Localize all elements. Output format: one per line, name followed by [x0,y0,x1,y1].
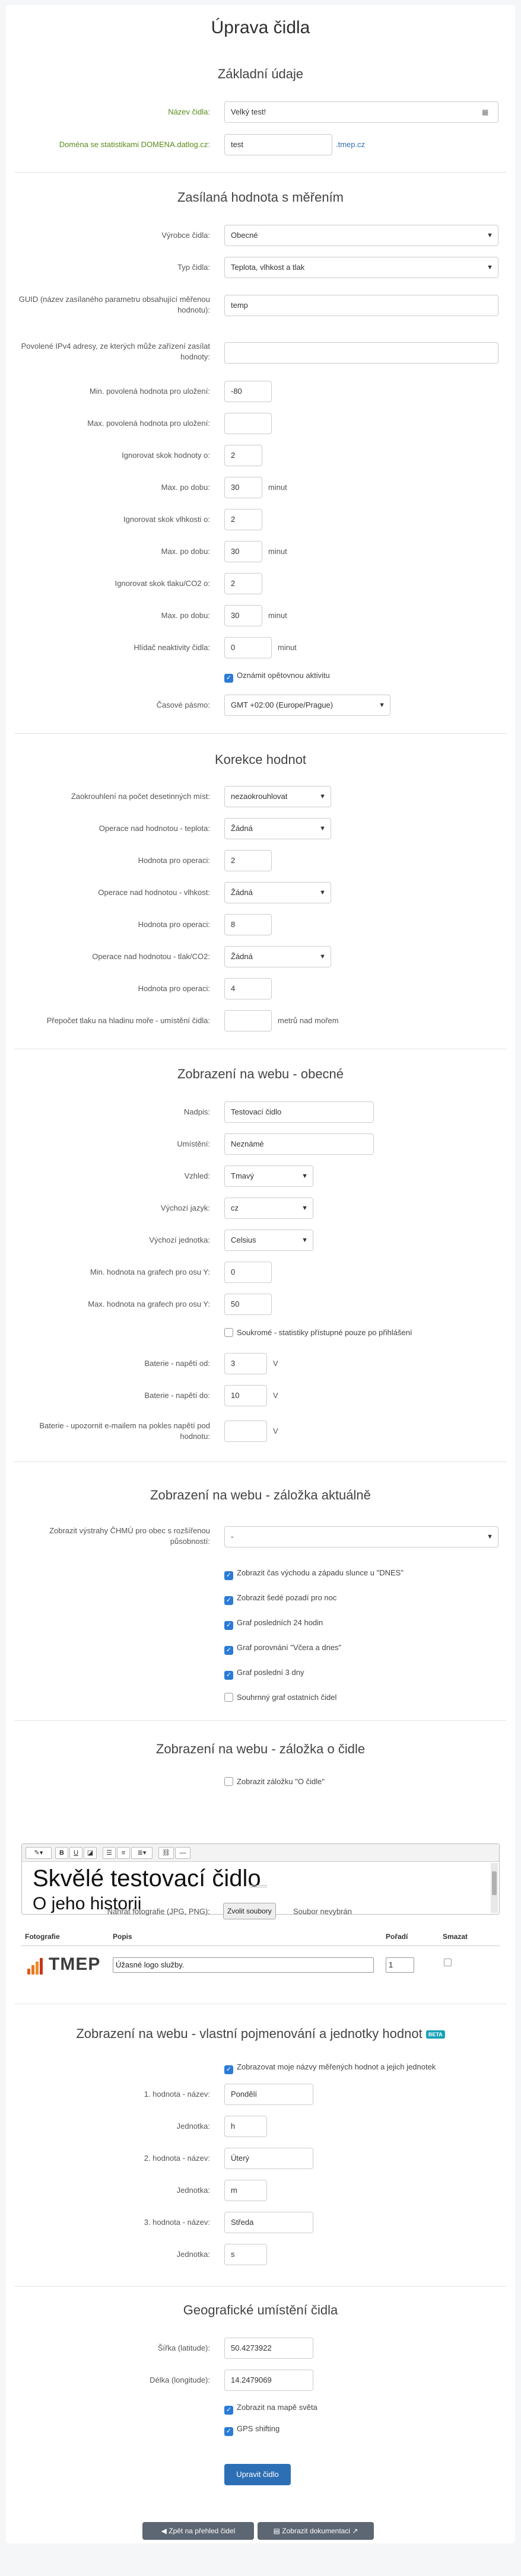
ordered-list-icon: ≡ [121,1849,126,1857]
min-label: Min. povolená hodnota pro uložení: [89,387,210,396]
skip-temp-input[interactable]: 2 [224,445,262,466]
col-photo: Fotografie [25,1932,60,1941]
name2-input[interactable]: Úterý [224,2148,313,2169]
chevron-down-icon: ▼ [319,889,326,896]
link-button[interactable] [158,1847,174,1859]
divider [14,1461,507,1462]
op-press-select[interactable] [224,946,331,967]
document-icon: ▤ [273,2527,282,2535]
private-checkbox[interactable] [224,1327,412,1338]
bullet-list-icon: ☰ [106,1849,112,1857]
name2-label: 2. hodnota - název: [144,2154,210,2163]
skip-hum-time-input[interactable]: 30 [224,541,262,562]
section-basic-title: Základní údaje [217,66,304,81]
style-dropdown-button[interactable] [26,1847,52,1859]
col-order: Pořadí [386,1932,408,1941]
gps-shifting-label: GPS shifting [237,2424,280,2433]
name3-label: 3. hodnota - název: [144,2218,210,2227]
sea-level-unit: metrů nad mořem [278,1016,339,1025]
check-icon: ✓ [224,1671,233,1680]
horizontal-rule-icon: — [179,1849,186,1857]
check-icon: ✓ [224,674,233,683]
val-temp-input[interactable]: 2 [224,850,272,871]
op-hum-select[interactable] [224,882,331,903]
checkbox-empty-icon [224,1777,233,1786]
current-tab-checkbox[interactable] [224,1568,404,1580]
bullet-list-button[interactable] [103,1847,116,1859]
current-tab-checkbox-label: Souhrnný graf ostatních čidel [237,1693,337,1702]
battery-from-label: Baterie - napětí od: [144,1359,210,1368]
place-label: Umístění: [177,1139,210,1148]
section-web-general-title: Zobrazení na webu - obecné [177,1066,344,1081]
current-tab-checkbox[interactable] [224,1593,336,1605]
check-icon: ✓ [224,1571,233,1580]
minutes-unit: minut [268,611,287,620]
editor-scrollbar[interactable] [491,1863,498,1913]
save-sensor-button[interactable]: Upravit čidlo [224,2464,291,2485]
current-tab-checkbox-label: Graf porovnání "Včera a dnes" [237,1643,342,1652]
horizontal-rule-button[interactable] [175,1847,190,1859]
underline-button[interactable]: U [69,1847,82,1859]
maker-select-value: Obecné [231,231,258,240]
sea-level-label: Přepočet tlaku na hladinu moře - umístění čidla: [46,1016,210,1025]
battery-warn-label: Baterie - upozornit e-mailem na pokles napětí pod hodnotu: [39,1421,210,1441]
skip-temp-time-input[interactable]: 30 [224,477,262,498]
chevron-down-icon: ▼ [319,825,326,832]
skip-hum-input[interactable]: 2 [224,509,262,530]
show-about-tab-checkbox[interactable] [224,1776,325,1787]
ymin-label: Min. hodnota na grafech pro osu Y: [90,1268,210,1276]
current-tab-checkbox-label: Graf poslední 3 dny [237,1668,304,1677]
unit3-label: Jednotka: [176,2250,210,2259]
resize-handle[interactable] [249,1885,267,1887]
chmi-select-value: - [231,1532,234,1541]
domain-input[interactable]: test [224,134,332,155]
val-press-label: Hodnota pro operaci: [138,984,210,993]
show-on-map-label: Zobrazit na mapě světa [237,2403,317,2412]
custom-names-checkbox-label: Zobrazovat moje názvy měřených hodnot a jejich jednotek [237,2062,436,2071]
ordered-list-button[interactable] [117,1847,130,1859]
chevron-down-icon: ▼ [301,1237,308,1244]
skip-temp-time-label: Max. po dobu: [161,483,210,492]
ipv4-input[interactable] [224,342,498,364]
check-icon: ✓ [224,1621,233,1630]
lang-label: Výchozí jazyk: [160,1203,210,1212]
notify-checkbox-label: Oznámit opětovnou aktivitu [237,671,330,680]
maker-select[interactable] [224,225,498,246]
default-unit-select-value: Celsius [231,1236,256,1244]
latitude-label: Šířka (latitude): [157,2343,210,2352]
bold-button[interactable]: B [55,1847,68,1859]
editor-subheading: O jeho historii [33,1894,142,1913]
chevron-down-icon: ▼ [319,793,326,800]
col-description: Popis [113,1932,132,1941]
op-press-label: Operace nad hodnotou - tlak/CO2: [92,952,210,961]
sensor-name-label: Název čidla: [168,107,210,116]
type-select-value: Teplota, vlhkost a tlak [231,263,305,272]
editor-toolbar [22,1844,499,1862]
battery-warn-input[interactable] [224,1421,267,1442]
sensor-name-input[interactable]: Velký test! [224,101,498,123]
val-temp-label: Hodnota pro operaci: [138,856,210,865]
current-tab-checkbox-label: Zobrazit šedé pozadí pro noc [237,1593,337,1602]
chevron-down-icon: ▼ [379,702,385,709]
watchdog-label: Hlídač neaktivity čidla: [134,643,210,652]
editor-heading: Skvělé testovací čidlo [33,1865,261,1892]
battery-to-label: Baterie - napětí do: [144,1391,210,1400]
unit1-label: Jednotka: [176,2122,210,2131]
photo-description-input[interactable]: Úžasné logo služby. [113,1957,374,1973]
default-unit-label: Výchozí jednotka: [149,1236,210,1244]
default-unit-select[interactable] [224,1230,313,1251]
docs-button-label: Zobrazit dokumentaci [282,2527,350,2535]
back-button-label: Zpět na přehled čidel [169,2527,236,2535]
divider [14,733,507,734]
guid-input[interactable]: temp [224,295,498,316]
chevron-down-icon: ▼ [487,1533,493,1540]
name1-input[interactable]: Pondělí [224,2084,313,2105]
section-web-custom-title [0,2026,521,2042]
notify-checkbox[interactable] [224,670,330,683]
val-hum-label: Hodnota pro operaci: [138,920,210,929]
look-select-value: Tmavý [231,1171,254,1180]
current-tab-checkbox-label: Zobrazit čas východu a západu slunce u "DNES" [237,1568,404,1577]
domain-label: Doména se statistikami DOMENA.datlog.cz: [59,140,210,149]
name3-input[interactable]: Středa [224,2212,313,2233]
val-hum-input[interactable]: 8 [224,914,272,935]
domain-suffix: .tmep.cz [336,140,366,149]
keyboard-icon: ▦ [482,108,489,116]
skip-press-time-label: Max. po dobu: [161,611,210,620]
private-checkbox-label: Soukromé - statistiky přístupné pouze po přihlášení [237,1328,412,1337]
show-on-map-checkbox[interactable] [224,2402,317,2415]
max-label: Max. povolená hodnota pro uložení: [87,419,210,428]
photo-delete-checkbox[interactable] [444,1959,452,1966]
skip-hum-label: Ignorovat skok vlhkosti o: [123,515,210,524]
eraser-icon: ◪ [87,1849,94,1857]
latitude-input[interactable]: 50.4273922 [224,2338,313,2359]
section-correction-title: Korekce hodnot [214,752,307,767]
op-press-select-value: Žádná [231,952,253,961]
eraser-button[interactable] [84,1847,97,1859]
logo-bar [27,1969,30,1975]
show-about-tab-label: Zobrazit záložku "O čidle" [237,1777,325,1786]
round-label: Zaokrouhlení na počet desetinných míst: [71,792,210,801]
align-icon: ≣▾ [137,1849,147,1857]
gps-shifting-checkbox[interactable] [224,2424,279,2436]
choose-files-button[interactable]: Zvolit soubory [223,1903,276,1919]
arrow-left-icon: ◀ [161,2527,169,2535]
skip-press-time-input[interactable]: 30 [224,605,262,626]
current-tab-checkbox[interactable] [224,1667,304,1680]
check-icon: ✓ [224,2406,233,2415]
chmi-label: Zobrazit výstrahy ČHMÚ pro obec s rozšířenou působností: [49,1526,210,1546]
timezone-label: Časové pásmo: [156,700,210,709]
upload-label: Nahrát fotografie (JPG, PNG): [107,1907,210,1916]
round-select-value: nezaokrouhlovat [231,792,288,801]
sea-level-input[interactable] [224,1010,272,1031]
current-tab-checkbox-label: Graf posledních 24 hodin [237,1618,323,1627]
lang-select-value: cz [231,1203,239,1212]
op-temp-label: Operace nad hodnotou - teplota: [99,824,210,833]
unit2-input[interactable]: m [224,2180,267,2201]
page-title: Úprava čidla [211,18,310,37]
volt-unit: V [273,1359,278,1368]
name1-label: 1. hodnota - název: [144,2090,210,2099]
skip-press-label: Ignorovat skok tlaku/CO2 o: [115,579,210,588]
section-geo-title: Geografické umístění čidla [183,2303,338,2317]
section-web-about-title: Zobrazení na webu - záložka o čidle [155,1741,366,1756]
logo-bar [40,1958,43,1975]
minutes-unit: minut [278,643,297,652]
logo-bar [31,1965,34,1975]
chevron-down-icon: ▼ [487,232,493,239]
unit2-label: Jednotka: [176,2186,210,2195]
section-sent-title: Zasílaná hodnota s měřením [177,190,344,205]
logo-text: TMEP [49,1954,101,1974]
checkbox-empty-icon [224,1328,233,1337]
unit3-input[interactable]: s [224,2244,267,2265]
check-icon: ✓ [224,1646,233,1655]
check-icon: ✓ [224,2427,233,2436]
skip-press-input[interactable]: 2 [224,573,262,594]
timezone-select-value: GMT +02:00 (Europe/Prague) [231,700,333,709]
battery-from-input[interactable]: 3 [224,1353,267,1374]
ymax-label: Max. hodnota na grafech pro osu Y: [88,1300,210,1308]
logo-bar [36,1962,39,1975]
current-tab-checkbox[interactable] [224,1617,323,1630]
val-press-input[interactable]: 4 [224,978,272,999]
divider [14,1720,507,1721]
check-icon: ✓ [224,1596,233,1605]
type-label: Typ čidla: [177,263,210,272]
current-tab-checkbox[interactable] [224,1692,336,1703]
min-input[interactable]: -80 [224,381,272,402]
volt-unit: V [273,1426,278,1435]
back-button[interactable] [142,2522,254,2540]
op-hum-select-value: Žádná [231,888,253,897]
checkbox-empty-icon [224,1693,233,1702]
docs-button[interactable] [258,2522,374,2540]
custom-names-checkbox[interactable] [224,2062,436,2074]
photo-order-input[interactable]: 1 [386,1957,414,1973]
col-delete: Smazat [443,1932,468,1941]
lang-select[interactable] [224,1198,313,1219]
unit1-input[interactable]: h [224,2116,267,2137]
battery-to-input[interactable]: 10 [224,1385,267,1406]
table-header-rule [21,1945,500,1946]
watchdog-input[interactable]: 0 [224,637,272,658]
op-hum-label: Operace nad hodnotou - vlhkost: [98,888,210,897]
divider [14,2286,507,2287]
chevron-down-icon: ▼ [319,953,326,960]
timezone-select[interactable] [224,695,390,716]
chevron-down-icon: ▼ [301,1205,308,1212]
upload-status: Soubor nevybrán [293,1907,352,1916]
external-link-icon: ↗ [350,2527,358,2535]
chevron-down-icon: ▼ [301,1173,308,1180]
maker-label: Výrobce čidla: [161,231,210,240]
op-temp-select-value: Žádná [231,824,253,833]
divider [14,172,507,173]
check-icon: ✓ [224,2065,233,2074]
tmep-logo-image [25,1953,114,1977]
section-web-custom-text: Zobrazení na webu - vlastní pojmenování a jednotky hodnot [76,2026,422,2041]
chevron-down-icon: ▼ [487,264,493,271]
current-tab-checkbox[interactable] [224,1642,341,1655]
minutes-unit: minut [268,547,287,556]
type-select[interactable] [224,257,498,278]
ymax-input[interactable]: 50 [224,1294,272,1315]
beta-badge: BETA [426,2030,445,2039]
section-web-current-title: Zobrazení na webu - záložka aktuálně [150,1488,371,1502]
guid-label: GUID (název zasílaného parametru obsahující měřenou hodnotu): [18,295,210,314]
max-input[interactable] [224,413,272,434]
minutes-unit: minut [268,483,287,492]
op-temp-select[interactable] [224,818,331,839]
heading-input[interactable]: Testovací čidlo [224,1101,374,1123]
scrollbar-thumb[interactable] [492,1871,497,1895]
look-label: Vzhled: [184,1171,210,1180]
ymin-input[interactable]: 0 [224,1262,272,1283]
skip-hum-time-label: Max. po dobu: [161,547,210,556]
heading-label: Nadpis: [183,1107,210,1116]
chmi-select[interactable] [224,1526,498,1547]
round-select[interactable] [224,786,331,807]
place-input[interactable]: Neznámé [224,1133,374,1155]
ipv4-label: Povolené IPv4 adresy, ze kterých může zařízení zasílat hodnoty: [21,342,210,361]
longitude-label: Délka (longitude): [150,2376,210,2384]
magic-wand-icon: ✎▾ [34,1849,43,1857]
align-dropdown-button[interactable] [131,1847,153,1859]
link-icon: ⛓ [162,1849,170,1857]
longitude-input[interactable]: 14.2479069 [224,2370,313,2391]
skip-temp-label: Ignorovat skok hodnoty o: [122,451,210,460]
volt-unit: V [273,1391,278,1400]
look-select[interactable] [224,1166,313,1187]
